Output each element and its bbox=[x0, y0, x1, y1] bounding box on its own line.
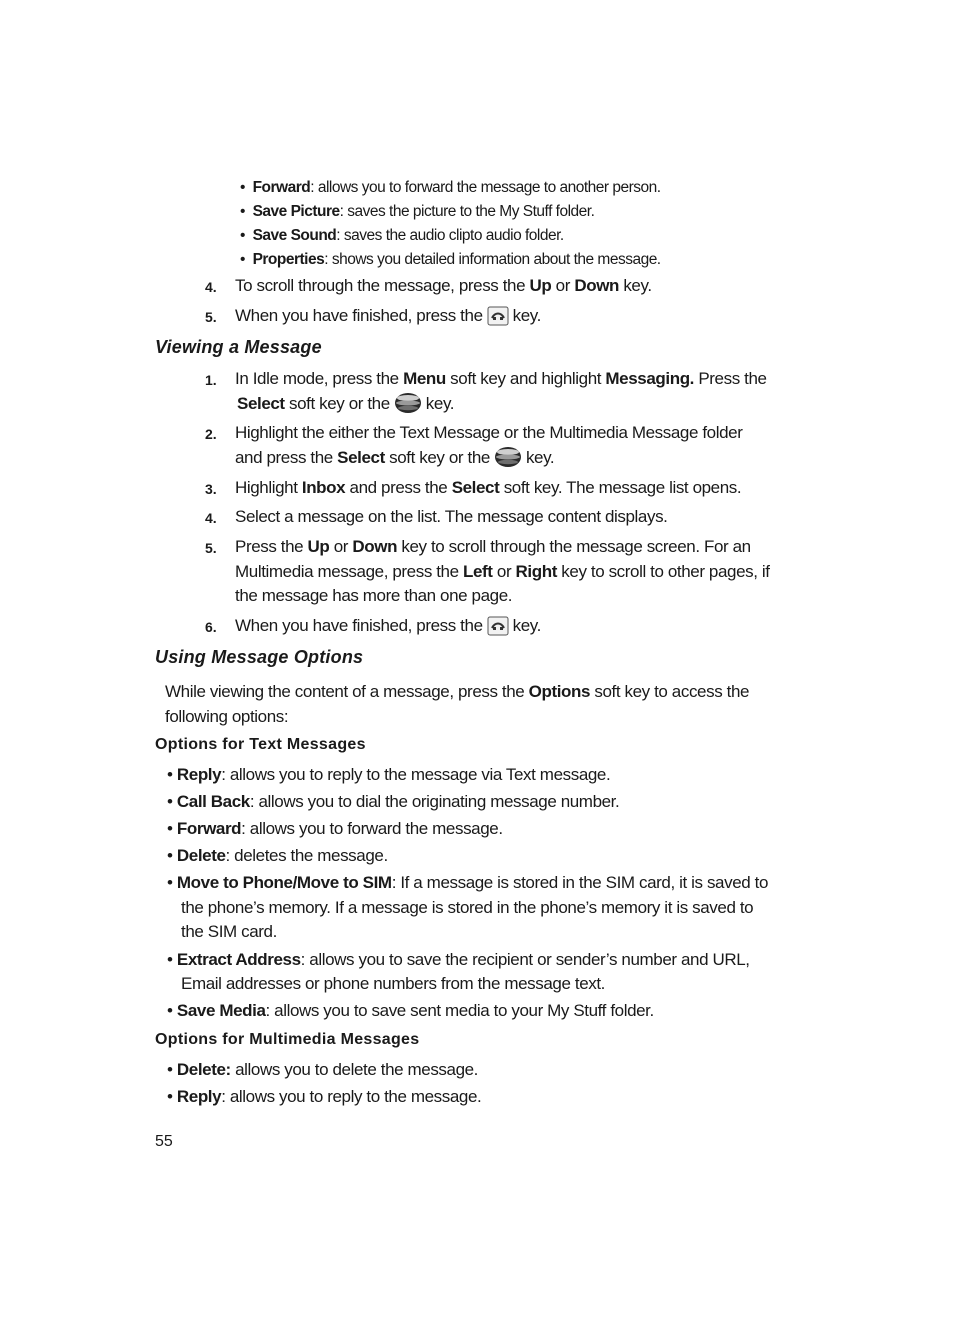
step-highlight-folder-cont: and press the Select soft key or the key. bbox=[235, 446, 554, 475]
step-number: 2. bbox=[205, 426, 217, 442]
select-key-icon bbox=[494, 446, 522, 475]
mm-option-delete: • Delete: allows you to delete the message. bbox=[167, 1060, 479, 1079]
step-idle-mode-cont: Select soft key or the key. bbox=[237, 392, 454, 421]
options-intro: While viewing the content of a message, press the Options soft key to access the bbox=[165, 682, 750, 701]
step-scroll: To scroll through the message, press the Up or Down key. bbox=[235, 276, 652, 295]
step-number: 4. bbox=[205, 510, 217, 526]
bullet-properties: • Properties: shows you detailed information about the message. bbox=[240, 251, 661, 268]
end-key-icon bbox=[487, 306, 509, 333]
bullet-label: Forward bbox=[252, 179, 311, 196]
text-option-extract-address: • Extract Address: allows you to save the recipient or sender’s number and URL, bbox=[167, 950, 750, 969]
mm-option-reply: • Reply: allows you to reply to the message. bbox=[167, 1087, 482, 1106]
step-finished: When you have finished, press the key. bbox=[235, 304, 541, 333]
step-number: 5. bbox=[205, 309, 217, 325]
bullet-forward: • Forward: allows you to forward the message to another person. bbox=[240, 179, 661, 196]
text-option-move-cont2: the SIM card. bbox=[181, 922, 277, 941]
step-finished: When you have finished, press the key. bbox=[235, 614, 541, 643]
step-number: 1. bbox=[205, 372, 217, 388]
step-select-message: Select a message on the list. The message content displays. bbox=[235, 507, 668, 526]
text-option-reply: • Reply: allows you to reply to the message via Text message. bbox=[167, 765, 611, 784]
step-number: 5. bbox=[205, 540, 217, 556]
subheading-text-options: Options for Text Messages bbox=[155, 736, 366, 753]
step-number: 4. bbox=[205, 279, 217, 295]
bullet-label: Save Sound bbox=[252, 227, 337, 244]
end-key-icon bbox=[487, 616, 509, 643]
bullet-label: Save Picture bbox=[252, 203, 340, 220]
text-option-extract-cont: Email addresses or phone numbers from the message text. bbox=[181, 974, 605, 993]
select-key-icon bbox=[394, 392, 422, 421]
step-highlight-inbox: Highlight Inbox and press the Select soft key. The message list opens. bbox=[235, 478, 742, 497]
step-highlight-folder: Highlight the either the Text Message or the Multimedia Message folder bbox=[235, 423, 743, 442]
page-number: 55 bbox=[155, 1133, 173, 1150]
subheading-mm-options: Options for Multimedia Messages bbox=[155, 1031, 420, 1048]
step-number: 3. bbox=[205, 481, 217, 497]
step-number: 6. bbox=[205, 619, 217, 635]
text-option-call-back: • Call Back: allows you to dial the originating message number. bbox=[167, 792, 620, 811]
text-option-move: • Move to Phone/Move to SIM: If a message is stored in the SIM card, it is saved to bbox=[167, 873, 769, 892]
text-option-move-cont: the phone’s memory. If a message is stored in the phone’s memory it is saved to bbox=[181, 898, 754, 917]
text-option-forward: • Forward: allows you to forward the message. bbox=[167, 819, 503, 838]
step-idle-mode: In Idle mode, press the Menu soft key and highlight Messaging. Press the bbox=[235, 369, 767, 388]
text-option-delete: • Delete: deletes the message. bbox=[167, 846, 388, 865]
step-scroll-screen-cont2: the message has more than one page. bbox=[235, 586, 513, 605]
section-heading-options: Using Message Options bbox=[155, 647, 364, 667]
bullet-label: Properties bbox=[252, 251, 325, 268]
step-scroll-screen: Press the Up or Down key to scroll through the message screen. For an bbox=[235, 537, 751, 556]
step-scroll-screen-cont: Multimedia message, press the Left or Right key to scroll to other pages, if bbox=[235, 562, 770, 581]
section-heading-viewing: Viewing a Message bbox=[155, 337, 322, 357]
text-option-save-media: • Save Media: allows you to save sent media to your My Stuff folder. bbox=[167, 1001, 654, 1020]
bullet-save-sound: • Save Sound: saves the audio clipto audio folder. bbox=[240, 227, 564, 244]
bullet-save-picture: • Save Picture: saves the picture to the My Stuff folder. bbox=[240, 203, 595, 220]
options-intro-cont: following options: bbox=[165, 707, 289, 726]
